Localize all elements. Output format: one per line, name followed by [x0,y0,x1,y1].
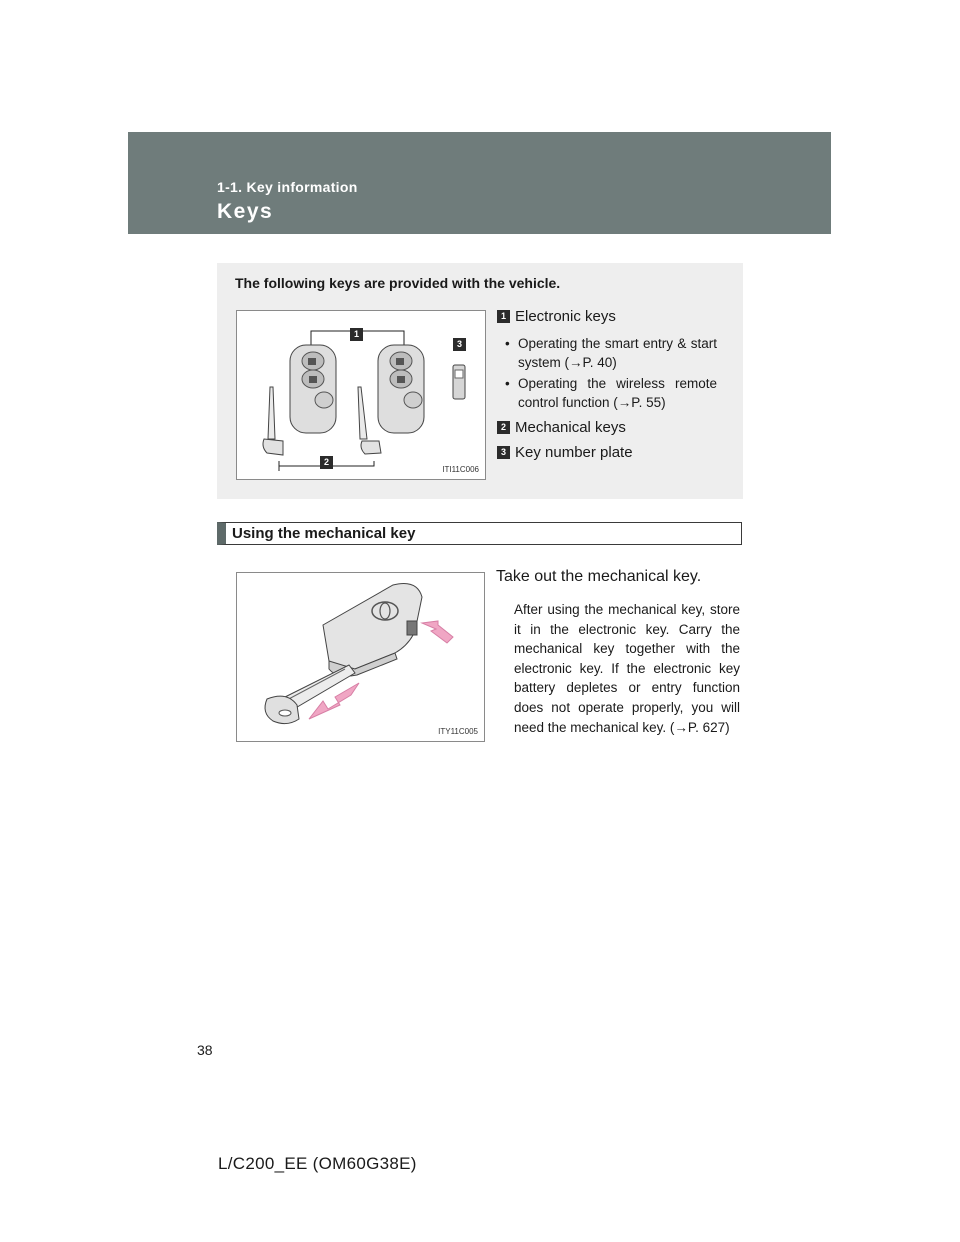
list-item: • Operating the wireless remote control function (→P. 55) [505,374,727,412]
step-instruction: Take out the mechanical key. [496,568,702,585]
electronic-key-icon [323,584,422,677]
key-legend [497,307,727,462]
figure-code: ITI11C006 [442,465,479,474]
page-number: 38 [197,1042,213,1058]
mechanical-key-illustration [236,572,485,742]
legend-label: Key number plate [515,444,633,461]
electronic-key-right-icon [378,345,424,433]
electronic-key-left-icon [290,345,336,433]
legend-marker: 3 [497,446,510,459]
legend-marker: 2 [497,421,510,434]
mechanical-key-drawing [237,573,484,741]
keys-info-box [217,263,743,499]
chapter-header [128,132,831,234]
callout-marker: 1 [350,328,363,341]
legend-marker: 1 [497,310,510,323]
mechanical-key-left-icon [263,387,283,455]
section-label: 1-1. Key information [217,179,358,195]
step-detail: After using the mechanical key, store it in the electronic key. Carry the mechanical key together with the electronic key. If the electronic key battery depletes or entry function does not operate properly, you will need the mechanical key. (→P. 627) [514,602,740,735]
intro-text: The following keys are provided with the vehicle. [235,275,561,291]
keys-illustration [236,310,486,480]
figure-code: ITY11C005 [438,727,478,736]
subheading-text: Using the mechanical key [232,525,416,542]
legend-label: Mechanical keys [515,419,626,436]
electronic-key-uses [497,334,727,412]
legend-item [497,418,727,437]
release-button-arrow-icon [422,621,453,643]
key-number-plate-icon [453,365,465,399]
callout-marker: 2 [320,456,333,469]
legend-item [497,443,727,462]
page-title: Keys [217,200,274,223]
legend-item [497,307,727,326]
footer-document-code: L/C200_EE (OM60G38E) [218,1154,417,1173]
callout-marker: 3 [453,338,466,351]
legend-label: Electronic keys [515,308,616,325]
section-subheading [217,522,742,545]
list-item: • Operating the smart entry & start system (→P. 40) [505,334,727,372]
